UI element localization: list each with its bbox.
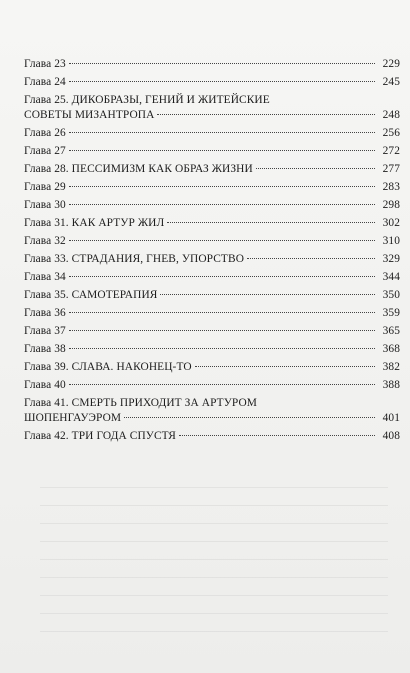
dot-leader (69, 150, 375, 151)
dot-leader (69, 81, 375, 82)
toc-entry-page: 277 (382, 163, 400, 175)
toc-entry-page: 368 (382, 343, 400, 355)
toc-entry (24, 144, 400, 162)
toc-entry-title: Глава 36 (24, 307, 66, 319)
toc-entry-page: 298 (382, 199, 400, 211)
toc-entry-page: 283 (382, 181, 400, 193)
toc-entry-title: Глава 23 (24, 58, 66, 70)
dot-leader (247, 258, 375, 259)
toc-entry-page: 329 (382, 253, 400, 265)
toc-entry (24, 180, 400, 198)
dot-leader (167, 222, 375, 223)
dot-leader (69, 348, 375, 349)
toc-entry-title: Глава 40 (24, 379, 66, 391)
toc-entry (24, 162, 400, 180)
toc-entry (24, 216, 400, 234)
toc-entry (24, 288, 400, 306)
toc-entry (24, 252, 400, 270)
toc-entry-title: Глава 33. СТРАДАНИЯ, ГНЕВ, УПОРСТВО (24, 253, 245, 265)
dot-leader (69, 330, 375, 331)
toc-entry-page: 229 (382, 58, 400, 70)
toc-entry (24, 57, 400, 75)
toc-entry-title: Глава 31. КАК АРТУР ЖИЛ (24, 217, 165, 229)
toc-entry-page: 302 (382, 217, 400, 229)
toc-entry-title: Глава 38 (24, 343, 66, 355)
toc-entry-page: 382 (382, 361, 400, 373)
toc-entry-page: 245 (382, 76, 400, 88)
toc-entry-page: 256 (382, 127, 400, 139)
table-of-contents (24, 57, 400, 447)
toc-entry-page: 344 (382, 271, 400, 283)
toc-entry (24, 324, 400, 342)
toc-entry-page: 401 (382, 412, 400, 424)
toc-entry (24, 93, 400, 126)
toc-entry-title: Глава 26 (24, 127, 66, 139)
dot-leader (69, 204, 375, 205)
dot-leader (160, 294, 375, 295)
toc-entry (24, 360, 400, 378)
toc-entry-title: Глава 30 (24, 199, 66, 211)
toc-entry-title-line1: Глава 41. СМЕРТЬ ПРИХОДИТ ЗА АРТУРОМ (24, 397, 258, 409)
toc-entry (24, 126, 400, 144)
toc-entry-title: Глава 39. СЛАВА. НАКОНЕЦ-ТО (24, 361, 192, 373)
dot-leader (69, 240, 375, 241)
dot-leader (256, 168, 375, 169)
toc-entry (24, 198, 400, 216)
toc-entry (24, 234, 400, 252)
toc-entry-page: 388 (382, 379, 400, 391)
toc-entry-title: Глава 27 (24, 145, 66, 157)
toc-entry-page: 350 (382, 289, 400, 301)
dot-leader (179, 435, 375, 436)
toc-entry-title: Глава 35. САМОТЕРАПИЯ (24, 289, 158, 301)
dot-leader (69, 312, 375, 313)
toc-entry-page: 359 (382, 307, 400, 319)
toc-entry-title: Глава 37 (24, 325, 66, 337)
toc-entry-title-line2: СОВЕТЫ МИЗАНТРОПА (24, 109, 155, 121)
toc-entry-page: 408 (382, 430, 400, 442)
show-through-text (40, 470, 388, 632)
toc-entry (24, 75, 400, 93)
toc-entry-page: 272 (382, 145, 400, 157)
toc-entry-title: Глава 29 (24, 181, 66, 193)
dot-leader (157, 114, 375, 115)
dot-leader (69, 63, 375, 64)
dot-leader (124, 417, 375, 418)
toc-entry-title-line2: ШОПЕНГАУЭРОМ (24, 412, 122, 424)
toc-entry (24, 342, 400, 360)
toc-entry-page: 248 (382, 109, 400, 121)
dot-leader (69, 384, 375, 385)
toc-entry (24, 378, 400, 396)
toc-entry-title-line1: Глава 25. ДИКОБРАЗЫ, ГЕНИЙ И ЖИТЕЙСКИЕ (24, 94, 270, 106)
toc-entry-title: Глава 28. ПЕССИМИЗМ КАК ОБРАЗ ЖИЗНИ (24, 163, 253, 175)
toc-entry-title: Глава 24 (24, 76, 66, 88)
toc-entry (24, 270, 400, 288)
toc-entry-page: 365 (382, 325, 400, 337)
toc-entry (24, 396, 400, 429)
dot-leader (195, 366, 375, 367)
toc-entry-title: Глава 34 (24, 271, 66, 283)
toc-entry-title: Глава 42. ТРИ ГОДА СПУСТЯ (24, 430, 176, 442)
toc-entry-page: 310 (382, 235, 400, 247)
dot-leader (69, 186, 375, 187)
toc-entry-title: Глава 32 (24, 235, 66, 247)
dot-leader (69, 276, 375, 277)
dot-leader (69, 132, 375, 133)
toc-entry (24, 429, 400, 447)
toc-entry (24, 306, 400, 324)
